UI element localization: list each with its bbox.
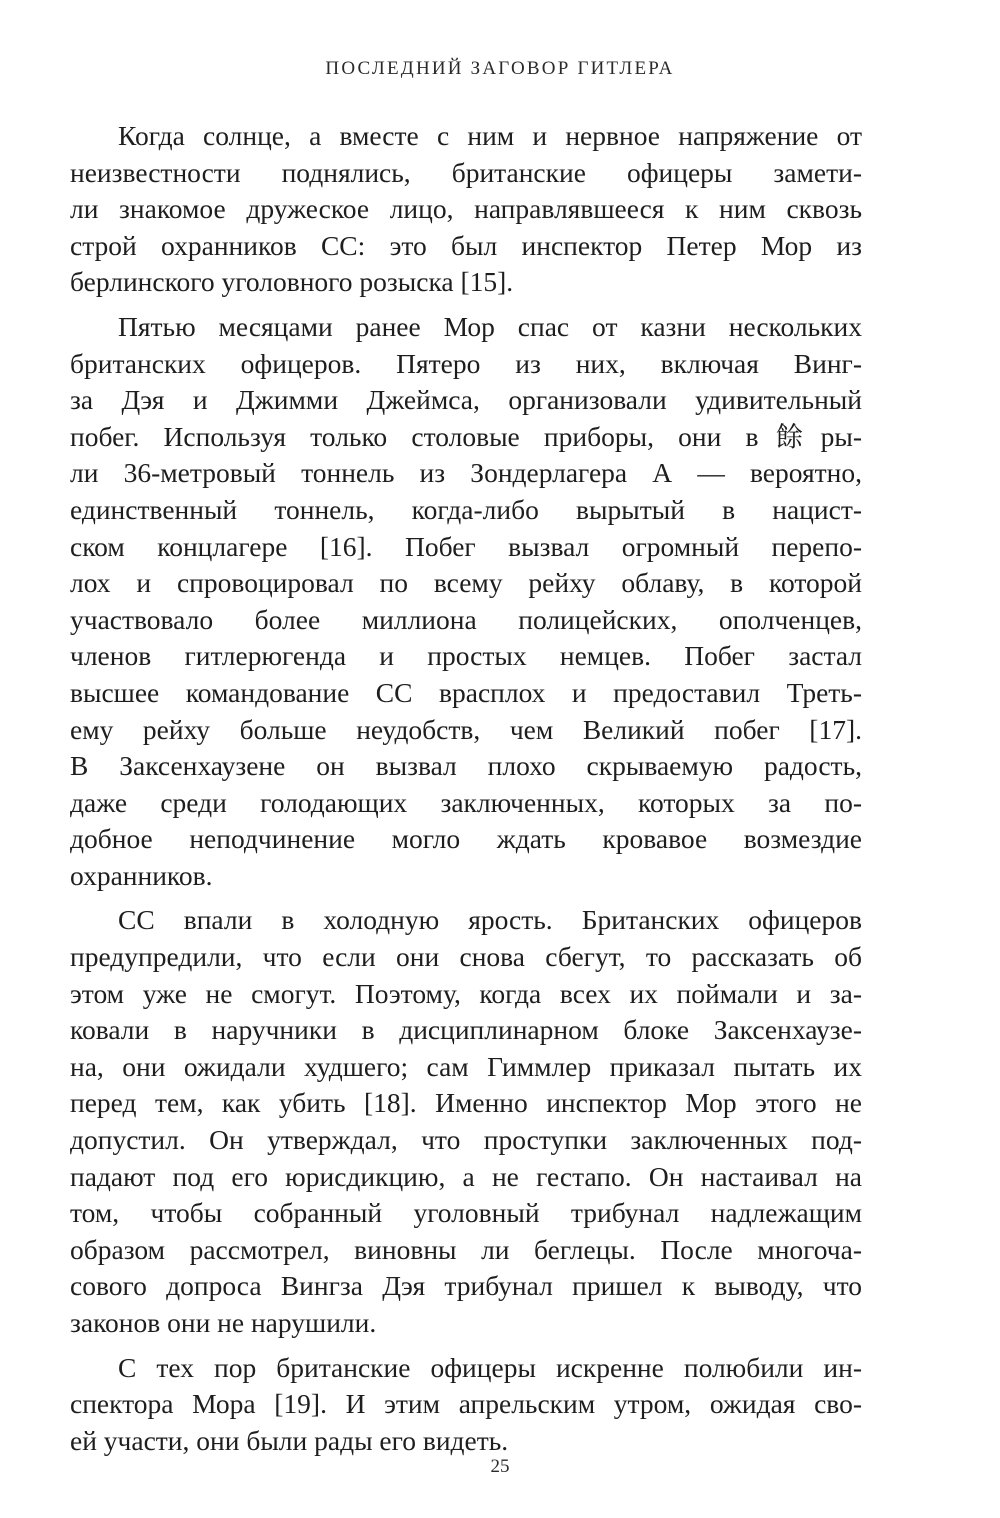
text-line: членов гитлерюгенда и простых немцев. Побег застал <box>70 640 862 672</box>
text-line: СС впали в холодную ярость. Британских офицеров <box>118 904 862 936</box>
text-line: даже среди голодающих заключенных, которых за по- <box>70 786 862 818</box>
text-line: охранников. <box>70 859 213 891</box>
text-line: сового допроса Вингза Дэя трибунал пришел к выводу, что <box>70 1270 862 1302</box>
text-line: этом уже не смогут. Поэтому, когда всех их поймали и за- <box>70 977 862 1009</box>
page-number: 25 <box>490 1456 510 1477</box>
text-line: ли 36-метровый тоннель из Зондерлагера А — вероятно, <box>70 457 862 489</box>
paragraph <box>70 1350 862 1460</box>
text-line: единственный тоннель, когда-либо вырытый в нацист- <box>70 493 862 525</box>
text-line: С тех пор британские офицеры искренне полюбили ин- <box>118 1351 862 1383</box>
text-line: участвовало более миллиона полицейских, ополченцев, <box>70 603 862 635</box>
text-line: за Дэя и Джимми Джеймса, организовали удивительный <box>70 384 862 416</box>
text-line: том, чтобы собранный уголовный трибунал надлежащим <box>70 1197 862 1229</box>
text-line: ей участи, они были рады его видеть. <box>70 1424 509 1456</box>
text-line: Пятью месяцами ранее Мор спас от казни нескольких <box>118 310 862 342</box>
paragraph <box>70 902 862 1341</box>
body-text <box>70 118 862 1459</box>
text-line: Когда солнце, а вместе с ним и нервное напряжение от <box>118 120 862 151</box>
paragraph <box>70 309 862 895</box>
running-head: ПОСЛЕДНИЙ ЗАГОВОР ГИТЛЕРА <box>325 58 675 79</box>
text-line: образом рассмотрел, виновны ли беглецы. После многоча- <box>70 1233 862 1265</box>
text-line: законов они не нарушили. <box>70 1307 377 1338</box>
text-line: высшее командование СС врасплох и предоставил Треть- <box>70 676 862 708</box>
text-line: спектора Мора [19]. И этим апрельским утром, ожидая сво- <box>70 1388 862 1420</box>
text-line: лох и спровоцировал по всему рейху облаву, в которой <box>70 567 862 599</box>
text-line: британских офицеров. Пятеро из них, включая Винг- <box>70 347 862 379</box>
text-line: ском концлагере [16]. Побег вызвал огромный перепо- <box>70 530 862 562</box>
text-line: предупредили, что если они снова сбегут, то рассказать об <box>70 941 862 973</box>
text-line: ему рейху больше неудобств, чем Великий побег [17]. <box>70 713 862 745</box>
text-line: добное неподчинение могло ждать кровавое возмездие <box>70 823 862 855</box>
text-line: перед тем, как убить [18]. Именно инспектор Мор этого не <box>70 1087 862 1119</box>
paragraph <box>70 118 862 301</box>
text-line: ли знакомое дружеское лицо, направлявшееся к ним сквозь <box>70 193 862 225</box>
text-line: строй охранников СС: это был инспектор Петер Мор из <box>70 229 862 261</box>
text-line: В Заксенхаузене он вызвал плохо скрываемую радость, <box>70 750 862 782</box>
text-line: падают под его юрисдикцию, а не гестапо. Он настаивал на <box>70 1160 862 1192</box>
text-line: берлинского уголовного розыска [15]. <box>70 266 514 298</box>
text-line: допустил. Он утверждал, что проступки заключенных под- <box>70 1124 862 1156</box>
text-line: ковали в наручники в дисциплинарном блоке Заксенхаузе- <box>70 1014 862 1046</box>
text-line: неизвестности поднялись, британские офицеры замети- <box>70 156 862 188</box>
text-line: на, они ожидали худшего; сам Гиммлер приказал пытать их <box>70 1050 862 1082</box>
text-line: побег. Используя только столовые приборы, они в餘ры- <box>70 420 862 452</box>
